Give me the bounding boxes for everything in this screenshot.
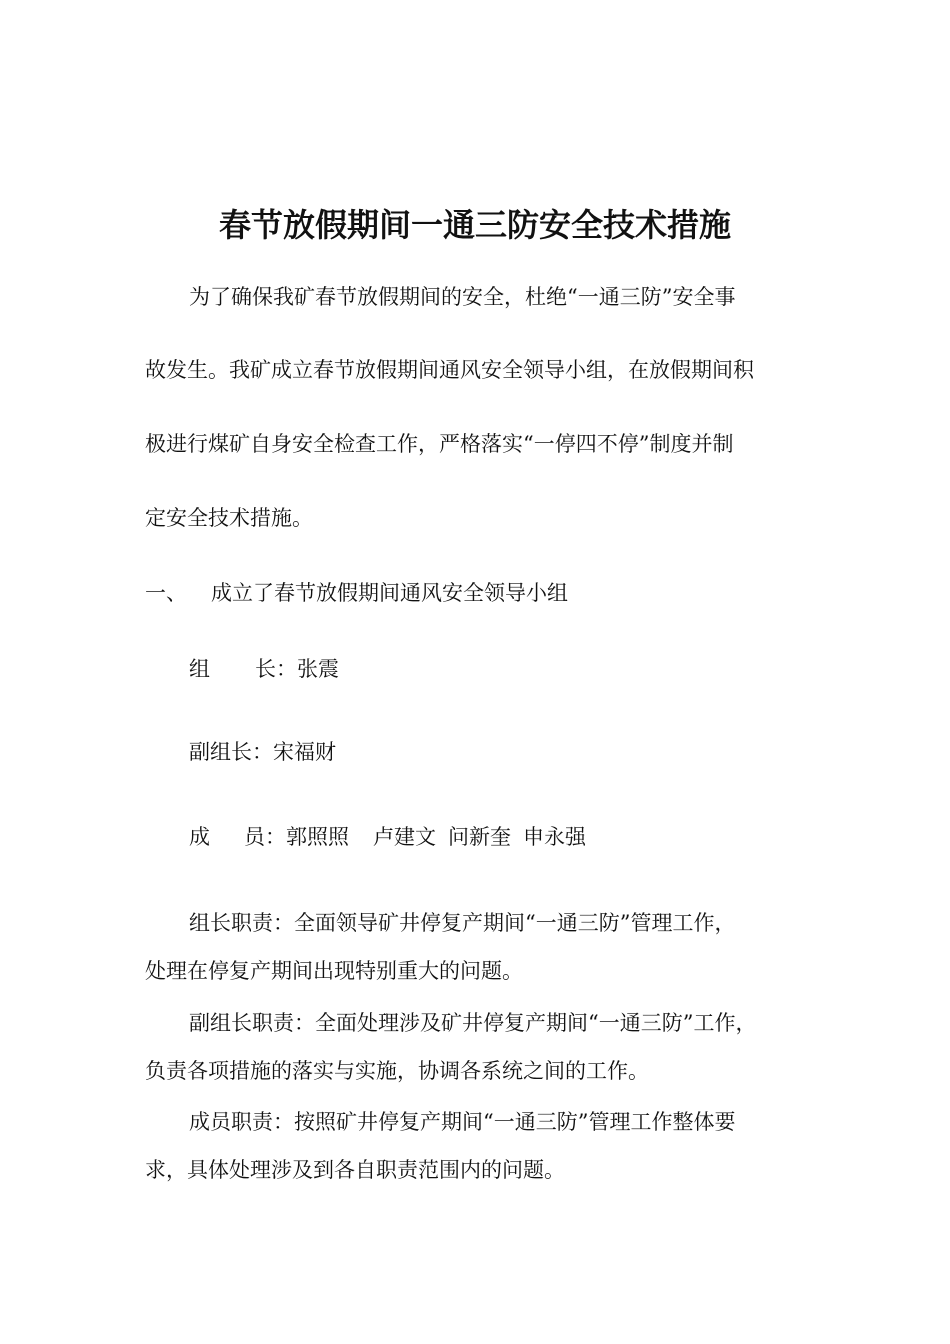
member-name: 申永强: [523, 825, 586, 849]
leader-name: 张震: [297, 657, 339, 681]
duty-deputy-line-2: 负责各项措施的落实与实施，协调各系统之间的工作。: [145, 1059, 649, 1083]
section-title: 成立了春节放假期间通风安全领导小组: [211, 581, 568, 605]
member-name: 卢建文: [373, 825, 436, 849]
leader-label-part-a: 组: [189, 657, 210, 681]
deputy-name: 宋福财: [273, 740, 336, 764]
members-row: [189, 822, 586, 852]
intro-line-4: 定安全技术措施。: [145, 506, 313, 530]
intro-line-1: 为了确保我矿春节放假期间的安全，杜绝“一通三防”安全事: [189, 285, 736, 309]
duty-leader-line-2: 处理在停复产期间出现特别重大的问题。: [145, 959, 523, 983]
intro-line-2: 故发生。我矿成立春节放假期间通风安全领导小组，在放假期间积: [145, 358, 754, 382]
member-label-part-a: 成: [189, 825, 210, 849]
intro-line-3: 极进行煤矿自身安全检查工作，严格落实“一停四不停”制度并制: [145, 432, 734, 456]
leader-label-part-b: 长：: [255, 657, 297, 681]
duty-leader-line-1: 组长职责：全面领导矿井停复产期间“一通三防”管理工作，: [189, 911, 736, 935]
leader-row: [189, 654, 339, 684]
member-name: 郭照照: [286, 825, 349, 849]
duty-member-line-1: 成员职责：按照矿井停复产期间“一通三防”管理工作整体要: [189, 1110, 736, 1134]
section-heading: [145, 578, 568, 608]
member-label-part-b: 员：: [244, 825, 286, 849]
duty-deputy-line-1: 副组长职责：全面处理涉及矿井停复产期间“一通三防”工作，: [189, 1011, 757, 1035]
section-number: 一、: [145, 581, 187, 605]
duty-member-line-2: 求，具体处理涉及到各自职责范围内的问题。: [145, 1158, 565, 1182]
deputy-row: [189, 737, 336, 767]
document-title: 春节放假期间一通三防安全技术措施: [218, 206, 731, 244]
member-name: 问新奎: [448, 825, 511, 849]
deputy-label: 副组长：: [189, 740, 273, 764]
